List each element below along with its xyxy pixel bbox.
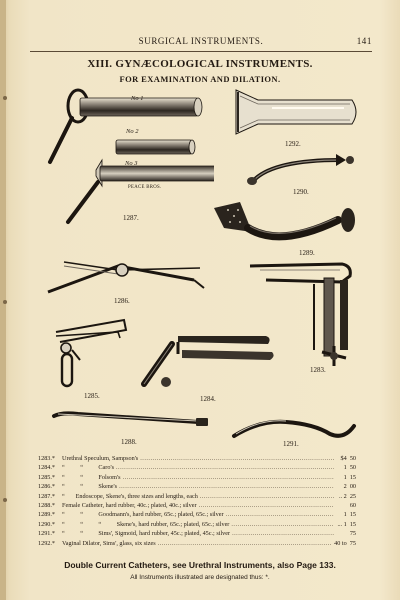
caro-speculum-illustration (138, 330, 278, 392)
item-number: 1283.* (38, 455, 56, 462)
price-row (38, 463, 356, 472)
price-row (38, 539, 356, 548)
price-row (38, 482, 356, 491)
price-row (38, 529, 356, 538)
endoscope-illustration (44, 88, 214, 228)
dot-leader (200, 492, 334, 501)
item-description: “ “ Sims', Sigmoid, hard rubber, 45c.; plated, 45c.; silver (62, 530, 231, 538)
item-number: 1288.* (38, 502, 56, 510)
figure-label-1290: 1290. (293, 188, 309, 196)
item-description: “ “ Caro's (62, 464, 114, 472)
item-price: .. 2 25 (338, 492, 356, 500)
figure-label-1289: 1289. (299, 249, 315, 257)
figure-label-1292: 1292. (285, 140, 301, 148)
dot-leader (116, 463, 334, 472)
item-description: Vaginal Dilator, Sims', glass, six sizes (62, 539, 156, 547)
binding-hole (3, 498, 7, 502)
item-price: $4 50 (340, 455, 356, 462)
section-subtitle: FOR EXAMINATION AND DILATION. (119, 74, 281, 84)
footer-legend: All Instruments illustrated are designated thus: *. (130, 574, 270, 581)
item-number: 1289.* (38, 511, 56, 519)
item-description: “ “ Skene's (62, 483, 118, 491)
item-price: 1 15 (343, 473, 356, 481)
price-list (38, 454, 356, 548)
folsom-speculum-illustration (48, 310, 132, 392)
footer-note: Double Current Catheters, see Urethral Instruments, also Page 133. (64, 560, 336, 570)
page-number: 141 (356, 36, 372, 46)
dot-leader (158, 539, 332, 548)
figure-label-1284: 1284. (200, 395, 216, 403)
item-price: 40 to 75 (334, 539, 356, 547)
item-description: Female Catheter, hard rubber, 40c.; plated, 40c.; silver (62, 502, 197, 510)
item-description: “ “ Folsom's (62, 473, 121, 481)
part-label: No 3 (125, 160, 138, 167)
running-head (30, 36, 372, 50)
part-label: No 2 (126, 128, 139, 135)
goodmann-catheter-illustration (210, 198, 360, 252)
section-title: XIII. GYNÆCOLOGICAL INSTRUMENTS. (87, 58, 313, 70)
item-price: 1 15 (343, 511, 356, 519)
item-number: 1286.* (38, 483, 56, 491)
item-price: 1 50 (343, 464, 356, 472)
item-description: Urethral Speculum, Sampson's (62, 455, 139, 462)
price-row (38, 520, 356, 529)
price-row (38, 510, 356, 519)
item-description: “ “ “ Skene's, hard rubber, 65c.; plated, 65c.; silver (62, 520, 230, 528)
figure-label-1285: 1285. (84, 392, 100, 400)
figure-label-1283: 1283. (310, 366, 326, 374)
dot-leader (140, 454, 334, 463)
item-number: 1285.* (38, 473, 56, 481)
item-price: 60 (349, 502, 356, 510)
header-rule (30, 51, 372, 52)
item-number: 1287.* (38, 492, 56, 500)
vaginal-dilator-illustration (232, 86, 362, 138)
dot-leader (231, 520, 334, 529)
item-price: 2 00 (343, 483, 356, 491)
price-row (38, 501, 356, 510)
item-description: “ “ Goodmann's, hard rubber, 65c.; plated, 65c.; silver (62, 511, 224, 519)
item-number: 1284.* (38, 464, 56, 472)
dot-leader (199, 501, 334, 510)
item-price: ... 1 15 (337, 520, 356, 528)
item-price: 75 (349, 530, 356, 538)
dot-leader (232, 529, 334, 538)
price-row (38, 492, 356, 501)
part-label: No 1 (131, 95, 144, 102)
skene-speculum-illustration (44, 252, 206, 298)
figure-label-1291: 1291. (283, 440, 299, 448)
female-catheter-illustration (48, 408, 214, 432)
figure-label-1286: 1286. (114, 297, 130, 305)
item-number: 1291.* (38, 530, 56, 538)
dot-leader (119, 482, 334, 491)
sims-sigmoid-catheter-illustration (230, 408, 362, 442)
figure-label-1287: 1287. (123, 214, 139, 222)
item-number: 1290.* (38, 520, 56, 528)
dot-leader (123, 473, 334, 482)
price-row (38, 473, 356, 482)
binding-hole (3, 300, 7, 304)
item-description: “ Endoscope, Skene's, three sizes and lengths, each (62, 492, 198, 500)
item-number: 1292.* (38, 539, 56, 547)
maker-mark: PEACE BROS. (128, 185, 162, 190)
skene-catheter-illustration (244, 150, 360, 190)
binding-hole (3, 96, 7, 100)
dot-leader (226, 510, 334, 519)
figure-label-1288: 1288. (121, 438, 137, 446)
price-row (38, 454, 356, 463)
running-head-title: SURGICAL INSTRUMENTS. (138, 36, 264, 46)
